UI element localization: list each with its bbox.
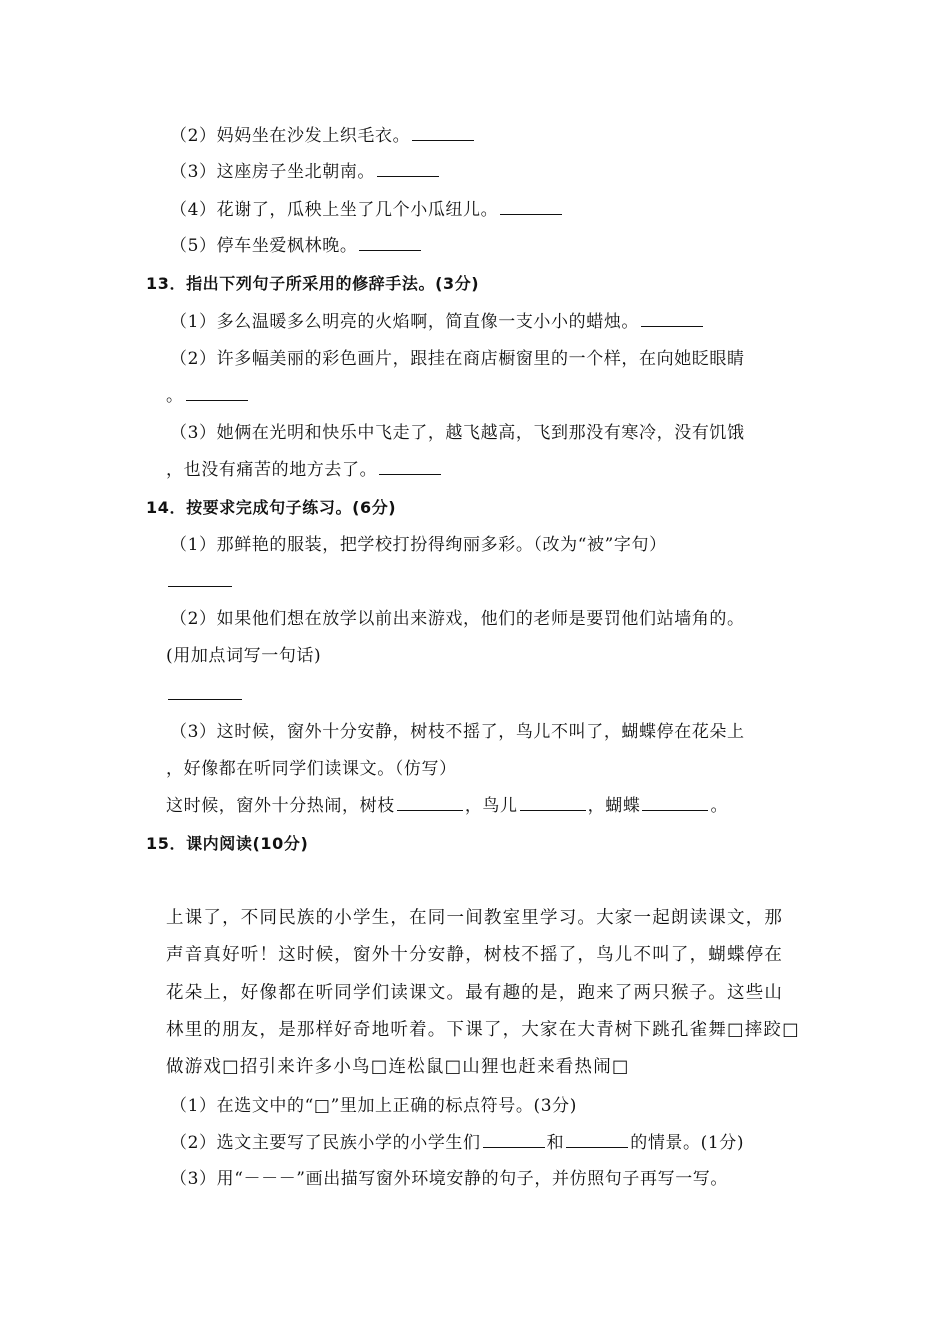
q13-item-2-line-1: （2）许多幅美丽的彩色画片，跟挂在商店橱窗里的一个样，在向她眨眼睛 [170, 349, 745, 369]
passage-line: 做游戏□招引来许多小鸟□连松鼠□山狸也赶来看热闹□ [166, 1057, 630, 1077]
answer-blank[interactable] [500, 198, 562, 215]
answer-blank[interactable] [168, 570, 232, 587]
q12-item-3 [170, 160, 441, 184]
imitation-text-a: 这时候，窗外十分热闹，树枝 [166, 796, 395, 816]
q13-item-3-line-2 [166, 458, 443, 482]
answer-blank[interactable] [642, 794, 708, 811]
imitation-text-d: 。 [710, 796, 729, 816]
q15-item-2 [170, 1131, 744, 1155]
q12-item-4 [170, 198, 564, 222]
q12-item-3-text: （3）这座房子坐北朝南。 [170, 162, 376, 182]
answer-blank[interactable] [359, 234, 421, 251]
imitation-text-b: ，鸟儿 [464, 796, 518, 816]
q15-title: 15．课内阅读(10分) [146, 834, 309, 853]
q14-title: 14．按要求完成句子练习。(6分) [146, 498, 397, 517]
q15-item-3: （3）用“－－－”画出描写窗外环境安静的句子，并仿照句子再写一写。 [170, 1169, 728, 1189]
q14-item-3-line-1: （3）这时候，窗外十分安静，树枝不摇了，鸟儿不叫了，蝴蝶停在花朵上 [170, 722, 745, 742]
q13-item-1 [170, 310, 705, 334]
q13-item-3-line-1: （3）她俩在光明和快乐中飞走了，越飞越高，飞到那没有寒冷，没有饥饿 [170, 423, 745, 443]
q15-item-2-text-b: 和 [546, 1133, 565, 1153]
q14-imitation-line [166, 794, 728, 818]
answer-blank[interactable] [168, 683, 242, 700]
q14-item-1-answer [166, 570, 234, 594]
q14-item-1: （1）那鲜艳的服装，把学校打扮得绚丽多彩。（改为“被”字句） [170, 535, 667, 555]
imitation-text-c: ，蝴蝶 [587, 796, 641, 816]
q12-item-5 [170, 234, 423, 258]
q15-item-2-text-a: （2）选文主要写了民族小学的小学生们 [170, 1133, 481, 1153]
passage-line: 声音真好听！这时候，窗外十分安静，树枝不摇了，鸟儿不叫了，蝴蝶停在 [166, 945, 784, 965]
answer-blank[interactable] [566, 1131, 628, 1148]
passage-line: 花朵上，好像都在听同学们读课文。最有趣的是，跑来了两只猴子。这些山 [166, 983, 784, 1003]
q14-item-3-line-2: ，好像都在听同学们读课文。（仿写） [166, 759, 457, 779]
q13-item-2-line-2 [166, 384, 250, 408]
q15-item-1: （1）在选文中的“□”里加上正确的标点符号。(3分) [170, 1096, 577, 1116]
answer-blank[interactable] [412, 124, 474, 141]
q12-item-2-text: （2）妈妈坐在沙发上织毛衣。 [170, 126, 411, 146]
q13-title: 13．指出下列句子所采用的修辞手法。(3分) [146, 274, 480, 293]
q13-item-3-end-text: ，也没有痛苦的地方去了。 [166, 460, 378, 480]
q14-item-2-answer [166, 683, 244, 707]
q14-item-2-line-1: （2）如果他们想在放学以前出来游戏，他们的老师是要罚他们站墙角的。 [170, 609, 745, 629]
q12-item-4-text: （4）花谢了，瓜秧上坐了几个小瓜纽儿。 [170, 200, 499, 220]
q12-item-5-text: （5）停车坐爱枫林晚。 [170, 236, 358, 256]
answer-blank[interactable] [377, 160, 439, 177]
answer-blank[interactable] [379, 458, 441, 475]
passage-line: 上课了，不同民族的小学生，在同一间教室里学习。大家一起朗读课文，那 [166, 908, 784, 928]
q15-item-2-text-c: 的情景。(1分) [630, 1133, 745, 1153]
q14-item-2-line-2: (用加点词写一句话) [166, 646, 322, 666]
passage-line: 林里的朋友，是那样好奇地听着。下课了，大家在大青树下跳孔雀舞□摔跤□ [166, 1020, 800, 1040]
answer-blank[interactable] [397, 794, 463, 811]
q12-item-2 [170, 124, 476, 148]
answer-blank[interactable] [186, 384, 248, 401]
answer-blank[interactable] [520, 794, 586, 811]
answer-blank[interactable] [483, 1131, 545, 1148]
q13-item-1-text: （1）多么温暖多么明亮的火焰啊，简直像一支小小的蜡烛。 [170, 312, 640, 332]
answer-blank[interactable] [641, 310, 703, 327]
q13-item-2-end-text: 。 [166, 386, 184, 406]
